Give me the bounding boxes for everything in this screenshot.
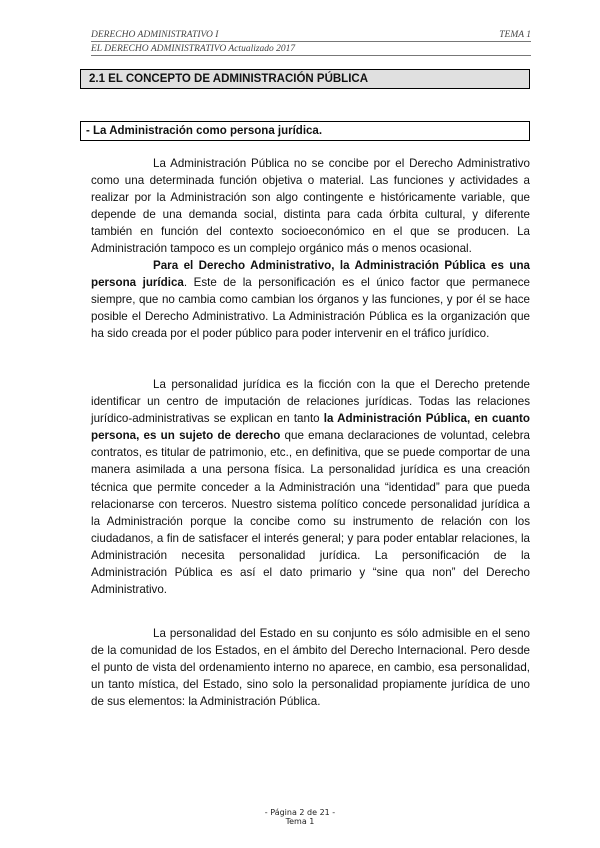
header-course: DERECHO ADMINISTRATIVO I — [91, 30, 219, 40]
page-footer — [0, 808, 600, 826]
paragraph-1: La Administración Pública no se concibe por el Derecho Administrativo como una determinada función objetiva o material. Las funciones y actividades a realizar por la Administración son algo contingente e históricamente variable, que depende de una demanda social, distinta para cada órbita cultural, y diferente también en función del contexto socioeconómico en el que se producen. La Administración tampoco es un complejo orgánico más o menos ocasional. — [91, 157, 530, 256]
paragraph-4: La personalidad del Estado en su conjunto es sólo admisible en el seno de la comunidad de los Estados, en el ámbito del Derecho Internacional. Pero desde el punto de vista del ordenamiento interno no aparece, en cambio, esa personalidad, un tanto mística, del Estado, sino solo la personalidad propiamente jurídica de uno de sus elementos: la Administración Pública. — [91, 627, 530, 709]
footer-page-number: - Página 2 de 21 - — [264, 808, 336, 817]
subsection-title: - La Administración como persona jurídica. — [80, 121, 530, 141]
paragraph-2-rest: . Este de la personificación es el único factor que permanece siempre, que no cambia como cambian los órganos y las funciones, y por él se hace posible el Derecho Administrativo. La Administración Pública es la organización que ha sido creada por el poder público para poder intervenir en el tráfico jurídico. — [91, 276, 530, 341]
header-tema: TEMA 1 — [499, 30, 531, 40]
paragraph-3 — [91, 376, 530, 598]
footer-tema: Tema 1 — [285, 817, 315, 826]
paragraph-2 — [91, 257, 530, 342]
header-course-line — [91, 30, 531, 42]
paragraph-3-bold: la Administración Pública, en cuanto persona, es un sujeto de derecho — [91, 412, 531, 443]
header-updated: Actualizado 2017 — [228, 44, 296, 54]
section-title: 2.1 EL CONCEPTO DE ADMINISTRACIÓN PÚBLICA — [80, 69, 530, 89]
header-subtitle: EL DERECHO ADMINISTRATIVO — [91, 44, 227, 54]
header-subtitle-line — [91, 42, 531, 56]
paragraph-3-part-a: La personalidad jurídica es la ficción con la que el Derecho pretende identificar un centro de imputación de relaciones jurídicas. Todas las relaciones jurídico-administrativas se explican en tanto — [91, 378, 530, 426]
page-header — [91, 30, 531, 56]
paragraph-3-part-b: que emana declaraciones de voluntad, celebra contratos, es titular de patrimonio, etc., en definitiva, que se puede comportar de una manera asimilada a una persona física. La personalidad jurídica es una creación técnica que permite conceder a la Administración una “identidad” para que pueda relacionarse con terceros. Nuestro sistema político concede personalidad jurídica a la Administración porque la concibe como su instrumento de relación con los ciudadanos, a fin de satisfacer el interés general; y para poder entablar relaciones, la Administración necesita personalidad jurídica. La personificación de la Administración Pública es así el dato primario y “sine qua non” del Derecho Administrativo. — [91, 429, 530, 597]
paragraph-2-bold: Para el Derecho Administrativo, la Administración Pública es una persona jurídica — [91, 259, 530, 290]
